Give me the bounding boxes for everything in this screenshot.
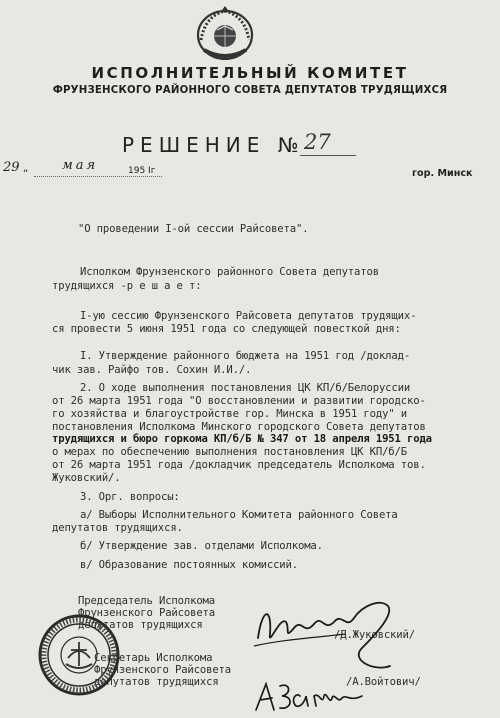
chair-line-1: Председатель Исполкома [78, 595, 216, 607]
date-year: 195 Iг [128, 166, 156, 176]
agenda2-line-3: го хозяйства и благоустройстве гор. Минска в 1951 году" и [52, 408, 407, 420]
chair-signature-icon [250, 588, 400, 680]
date-month: мая [62, 158, 99, 173]
agenda3a-line-2: депутатов трудящихся. [52, 522, 183, 534]
agenda3b: б/ Утверждение зав. отделами Исполкома. [80, 540, 323, 552]
city: гор. Минск [412, 168, 473, 179]
document-type: РЕШЕНИЕ № [122, 133, 305, 157]
secretary-line-3: депутатов трудящихся [94, 676, 219, 688]
agenda2-line-7: от 26 марта 1951 года /докладчик председатель Исполкома тов. [52, 459, 426, 471]
preamble-line-1: Исполком Фрунзенского районного Совета депутатов [80, 266, 379, 278]
agenda2-line-8: Жуковский/. [52, 472, 121, 484]
secretary-line-2: Фрунзенского Райсовета [94, 664, 232, 676]
number-underline [300, 155, 356, 156]
chair-line-3: депутатов трудящихся [78, 619, 203, 631]
agenda3a-line-1: а/ Выборы Исполнительного Комитета районного Совета [80, 509, 398, 521]
state-emblem-icon [196, 6, 254, 60]
document-number: 27 [304, 130, 331, 154]
date-day-suffix: „ [23, 163, 29, 174]
chair-line-2: Фрунзенского Райсовета [78, 607, 216, 619]
decision-title: "О проведении I-ой сессии Райсовета". [78, 223, 309, 235]
agenda1-line-2: чик зав. Райфо тов. Сохин И.И./. [52, 364, 252, 376]
date-month-line [34, 176, 162, 177]
agenda2-line-6: о мерах по обеспечению выполнения постановления ЦК КП/б/Б [52, 446, 407, 458]
agenda3-heading: 3. Орг. вопросы: [80, 491, 180, 503]
agenda2-line-2: от 26 марта 1951 года "О восстановлении и развитии городско- [52, 395, 426, 407]
agenda2-line-1: 2. О ходе выполнения постановления ЦК КП/б/Белоруссии [80, 382, 411, 394]
agenda3c: в/ Образование постоянных комиссий. [80, 559, 298, 571]
item1-line-2: ся провести 5 июня 1951 года со следующей повесткой дня: [52, 323, 401, 335]
official-stamp-icon [38, 614, 120, 696]
preamble-line-2: трудящихся -р е ш а е т: [52, 280, 202, 292]
agenda2-line-5: трудящихся и бюро горкома КП/б/Б № 347 от 18 апреля 1951 года [52, 433, 432, 445]
agenda2-line-4: постановления Исполкома Минского городского Совета депутатов [52, 421, 426, 433]
date-day: 29 [3, 160, 20, 175]
secretary-name: /А.Войтович/ [346, 676, 421, 688]
organization-title: ИСПОЛНИТЕЛЬНЫЙ КОМИТЕТ [91, 64, 409, 82]
secretary-line-1: Секретарь Исполкома [94, 652, 213, 664]
item1-line-1: I-ую сессию Фрунзенского Райсовета депутатов трудящих- [80, 310, 417, 322]
chair-name: /Д.Жуковский/ [334, 629, 415, 641]
organization-subtitle: ФРУНЗЕНСКОГО РАЙОННОГО СОВЕТА ДЕПУТАТОВ ТРУДЯЩИХСЯ [52, 85, 448, 96]
secretary-signature-icon [250, 668, 370, 718]
agenda1-line-1: I. Утверждение районного бюджета на 1951 год /доклад- [80, 350, 411, 362]
